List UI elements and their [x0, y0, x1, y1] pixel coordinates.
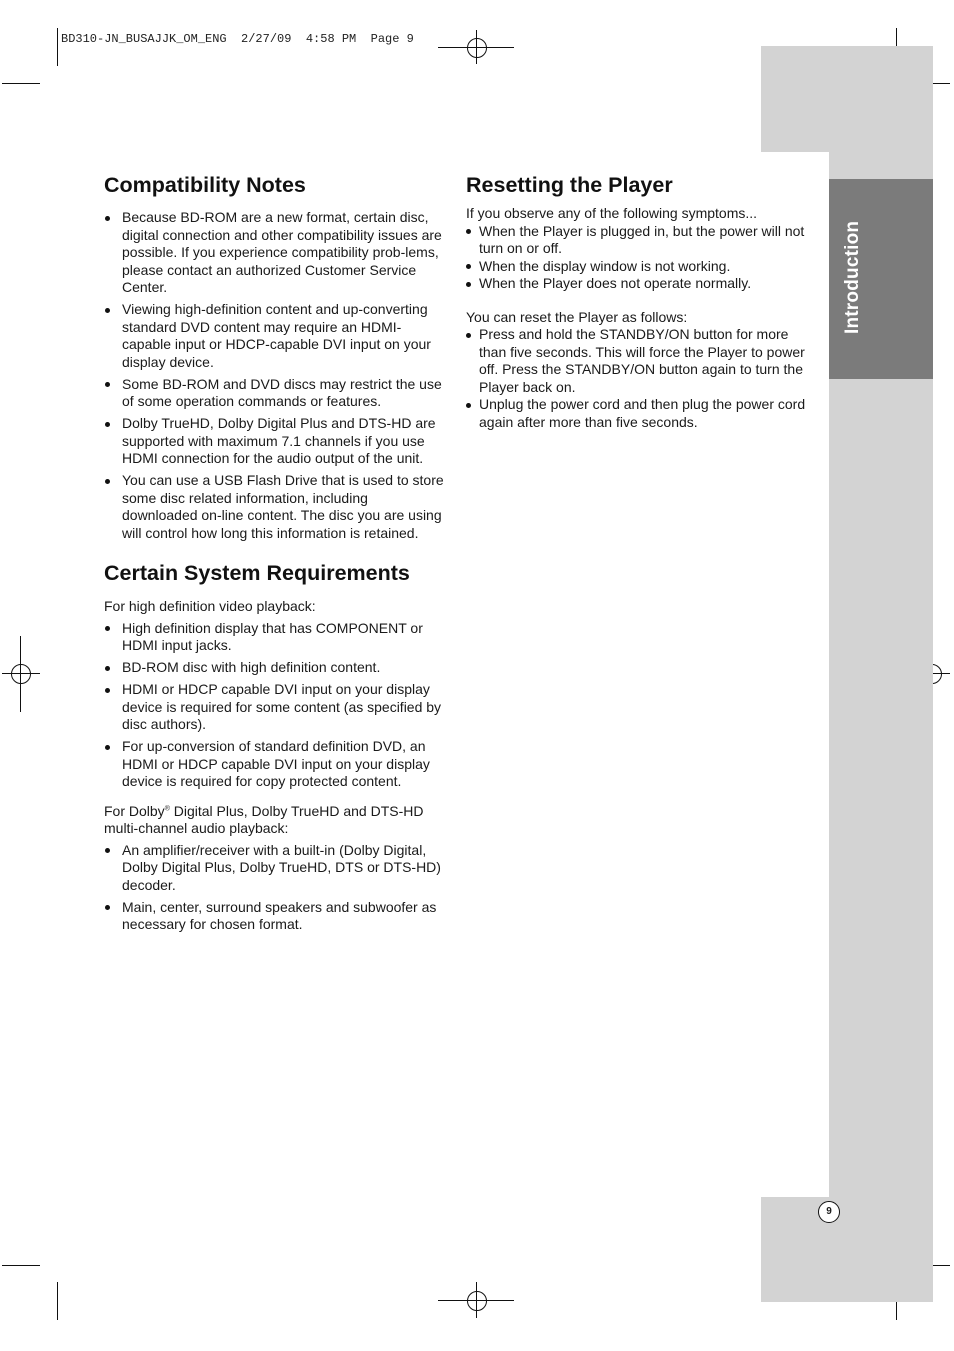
system-requirements-heading: Certain System Requirements: [104, 561, 410, 585]
margin-panel-bottom: [761, 1197, 933, 1302]
audio-playback-intro: [104, 803, 444, 838]
symptoms-list: [466, 223, 806, 293]
list-item: You can use a USB Flash Drive that is used to store some disc related information, including downloaded on-line content. The disc you are using will control how long this information is retained.: [104, 472, 444, 542]
reset-methods-list: [466, 326, 806, 431]
registered-mark: ®: [164, 804, 170, 812]
compatibility-list: [104, 209, 444, 542]
list-item: When the Player does not operate normally.: [466, 275, 806, 293]
video-playback-intro: For high definition video playback:: [104, 598, 316, 614]
reset-method-intro: You can reset the Player as follows:: [466, 308, 688, 325]
list-item: An amplifier/receiver with a built-in (Dolby Digital, Dolby Digital Plus, Dolby TrueHD, DTS or DTS-HD) decoder.: [104, 842, 444, 895]
list-item: Press and hold the STANDBY/ON button for more than five seconds. This will force the Player to power off. Press the STANDBY/ON button again to turn the Player back on.: [466, 326, 806, 396]
list-item: High definition display that has COMPONENT or HDMI input jacks.: [104, 620, 444, 655]
symptoms-intro: If you observe any of the following symptoms...: [466, 205, 758, 221]
list-item: HDMI or HDCP capable DVI input on your display device is required for some content (as specified by disc authors).: [104, 681, 444, 734]
video-requirements-list: [104, 620, 444, 791]
list-item: Unplug the power cord and then plug the power cord again after more than five seconds.: [466, 396, 806, 431]
right-column: [466, 172, 806, 431]
page-number: 9: [818, 1201, 840, 1223]
left-column: [104, 172, 444, 938]
section-tab-label: Introduction: [842, 220, 863, 334]
audio-intro-text: For Dolby: [104, 802, 165, 819]
list-item: Some BD-ROM and DVD discs may restrict the use of some operation commands or features.: [104, 376, 444, 411]
print-slug: BD310-JN_BUSAJJK_OM_ENG 2/27/09 4:58 PM Page 9: [61, 32, 414, 46]
list-item: Because BD-ROM are a new format, certain disc, digital connection and other compatibility issues are possible. If you experience compatibility prob-lems, please contact an authorized Customer Service Center.: [104, 209, 444, 297]
audio-requirements-list: [104, 842, 444, 934]
reset-heading: Resetting the Player: [466, 173, 673, 197]
margin-panel-top: [761, 46, 933, 152]
list-item: When the Player is plugged in, but the power will not turn on or off.: [466, 223, 806, 258]
audio-intro-text: Digital Plus, Dolby TrueHD and DTS-HD multi-channel audio playback:: [104, 802, 424, 836]
list-item: BD-ROM disc with high definition content.: [104, 659, 444, 677]
list-item: When the display window is not working.: [466, 258, 806, 276]
list-item: For up-conversion of standard definition DVD, an HDMI or HDCP capable DVI input on your display device is required for copy protected content.: [104, 738, 444, 791]
list-item: Main, center, surround speakers and subwoofer as necessary for chosen format.: [104, 899, 444, 934]
list-item: Viewing high-definition content and up-converting standard DVD content may require an HDMI-capable input or HDCP-capable DVI input on your display device.: [104, 301, 444, 371]
list-item: Dolby TrueHD, Dolby Digital Plus and DTS-HD are supported with maximum 7.1 channels if you use HDMI connection for the audio output of the unit.: [104, 415, 444, 468]
compatibility-heading: Compatibility Notes: [104, 173, 306, 197]
